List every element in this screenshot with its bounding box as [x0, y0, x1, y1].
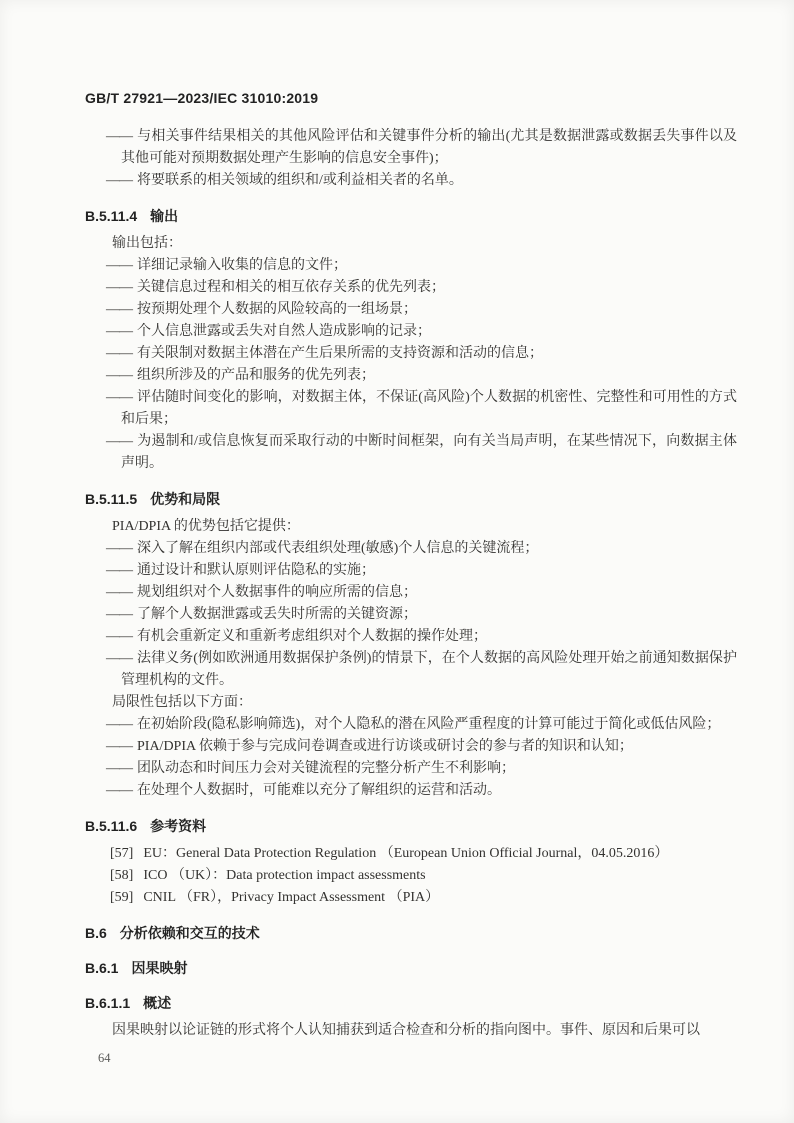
list-item: [85, 431, 737, 475]
section-heading-b5-11-6: [85, 815, 737, 837]
list-item-text: 为遏制和/或信息恢复而采取行动的中断时间框架，向有关当局声明，在某些情况下，向数据主体声明。: [121, 434, 737, 471]
dash-marker: ——: [106, 302, 132, 317]
list-item: [85, 277, 737, 299]
reference-item: [85, 887, 737, 909]
dash-marker: ——: [106, 761, 132, 776]
list-item: [85, 648, 737, 692]
reference-text: ICO （UK）：Data protection impact assessments: [143, 868, 426, 883]
section-title: 优势和局限: [150, 491, 221, 507]
dash-marker: ——: [106, 173, 132, 188]
section-number: B.5.11.4: [85, 208, 138, 224]
dash-marker: ——: [106, 434, 132, 449]
list-item: [85, 255, 737, 277]
dash-marker: ——: [106, 717, 132, 732]
page-number: 64: [98, 1051, 111, 1065]
lead-paragraph: 局限性包括以下方面：: [112, 695, 252, 710]
section-heading-b6-1-1: [85, 992, 737, 1014]
lead-paragraph: PIA/DPIA 的优势包括它提供：: [112, 519, 300, 534]
list-item: [85, 582, 737, 604]
list-item: [85, 365, 737, 387]
reference-text: EU：General Data Protection Regulation （European Union Official Journal，04.05.2016）: [143, 846, 669, 861]
dash-marker: ——: [106, 783, 132, 798]
section-title: 输出: [150, 208, 179, 224]
list-item: [85, 321, 737, 343]
section-number: B.5.11.5: [85, 491, 138, 507]
lead-paragraph: 输出包括：: [112, 236, 182, 251]
list-item: [85, 560, 737, 582]
dash-marker: ——: [106, 651, 132, 666]
list-item-text: 深入了解在组织内部或代表组织处理(敏感)个人信息的关键流程；: [137, 541, 539, 556]
list-item-text: 按预期处理个人数据的风险较高的一组场景；: [137, 302, 417, 317]
list-item: [85, 170, 737, 192]
reference-item: [85, 865, 737, 887]
list-item: [85, 126, 737, 170]
standard-number-header: GB/T 27921—2023/IEC 31010:2019: [85, 90, 319, 106]
list-item: [85, 299, 737, 321]
list-item: [85, 538, 737, 560]
list-item-text: 有关限制对数据主体潜在产生后果所需的支持资源和活动的信息；: [137, 346, 543, 361]
section-title: 分析依赖和交互的技术: [119, 925, 260, 941]
dash-marker: ——: [106, 563, 132, 578]
list-item-text: 规划组织对个人数据事件的响应所需的信息；: [137, 585, 417, 600]
dash-marker: ——: [106, 368, 132, 383]
section-number: B.5.11.6: [85, 818, 138, 834]
list-item: [85, 758, 737, 780]
list-item: [85, 736, 737, 758]
reference-index: [57]: [110, 846, 134, 861]
list-item: [85, 626, 737, 648]
dash-marker: ——: [106, 129, 132, 144]
dash-marker: ——: [106, 629, 132, 644]
dash-marker: ——: [106, 324, 132, 339]
list-item: [85, 604, 737, 626]
section-title: 因果映射: [131, 960, 188, 976]
section-heading-b6: [85, 922, 737, 944]
list-item-text: 有机会重新定义和重新考虑组织对个人数据的操作处理；: [137, 629, 487, 644]
list-item-text: 将要联系的相关领域的组织和/或利益相关者的名单。: [137, 173, 463, 188]
section-heading-b5-11-4: [85, 205, 737, 227]
list-item-text: 关键信息过程和相关的相互依存关系的优先列表；: [137, 280, 445, 295]
section-number: B.6.1.1: [85, 995, 131, 1011]
list-item: [85, 387, 737, 431]
reference-item: [85, 843, 737, 865]
list-item-text: 在初始阶段(隐私影响筛选)，对个人隐私的潜在风险严重程度的计算可能过于简化或低估风险；: [137, 717, 721, 732]
list-item-text: 在处理个人数据时，可能难以充分了解组织的运营和活动。: [137, 783, 501, 798]
list-item-text: 团队动态和时间压力会对关键流程的完整分析产生不利影响；: [137, 761, 515, 776]
list-item-text: 评估随时间变化的影响，对数据主体，不保证(高风险)个人数据的机密性、完整性和可用性的方式和后果；: [121, 390, 737, 427]
list-item-text: 法律义务(例如欧洲通用数据保护条例)的情景下，在个人数据的高风险处理开始之前通知数据保护管理机构的文件。: [121, 651, 737, 688]
reference-text: CNIL （FR），Privacy Impact Assessment （PIA）: [143, 890, 440, 905]
dash-marker: ——: [106, 585, 132, 600]
section-title: 概述: [143, 995, 172, 1011]
dash-marker: ——: [106, 541, 132, 556]
dash-marker: ——: [106, 739, 132, 754]
list-item: [85, 714, 737, 736]
list-item: [85, 780, 737, 802]
section-title: 参考资料: [150, 818, 207, 834]
dash-marker: ——: [106, 258, 132, 273]
dash-marker: ——: [106, 607, 132, 622]
list-item-text: 了解个人数据泄露或丢失时所需的关键资源；: [137, 607, 417, 622]
section-heading-b6-1: [85, 957, 737, 979]
section-heading-b5-11-5: [85, 488, 737, 510]
reference-index: [59]: [110, 890, 134, 905]
list-item: [85, 343, 737, 365]
list-item-text: 详细记录输入收集的信息的文件；: [137, 258, 347, 273]
dash-marker: ——: [106, 346, 132, 361]
list-item-text: 与相关事件结果相关的其他风险评估和关键事件分析的输出(尤其是数据泄露或数据丢失事件以及其他可能对预期数据处理产生影响的信息安全事件)；: [121, 129, 737, 166]
list-item-text: 通过设计和默认原则评估隐私的实施；: [137, 563, 375, 578]
body-paragraph: 因果映射以论证链的形式将个人认知捕获到适合检查和分析的指向图中。事件、原因和后果可以: [112, 1023, 700, 1038]
reference-index: [58]: [110, 868, 134, 883]
dash-marker: ——: [106, 280, 132, 295]
list-item-text: 组织所涉及的产品和服务的优先列表；: [137, 368, 375, 383]
section-number: B.6: [85, 925, 107, 941]
list-item-text: PIA/DPIA 依赖于参与完成问卷调查或进行访谈或研讨会的参与者的知识和认知；: [137, 739, 633, 754]
dash-marker: ——: [106, 390, 132, 405]
section-number: B.6.1: [85, 960, 119, 976]
list-item-text: 个人信息泄露或丢失对自然人造成影响的记录；: [137, 324, 431, 339]
